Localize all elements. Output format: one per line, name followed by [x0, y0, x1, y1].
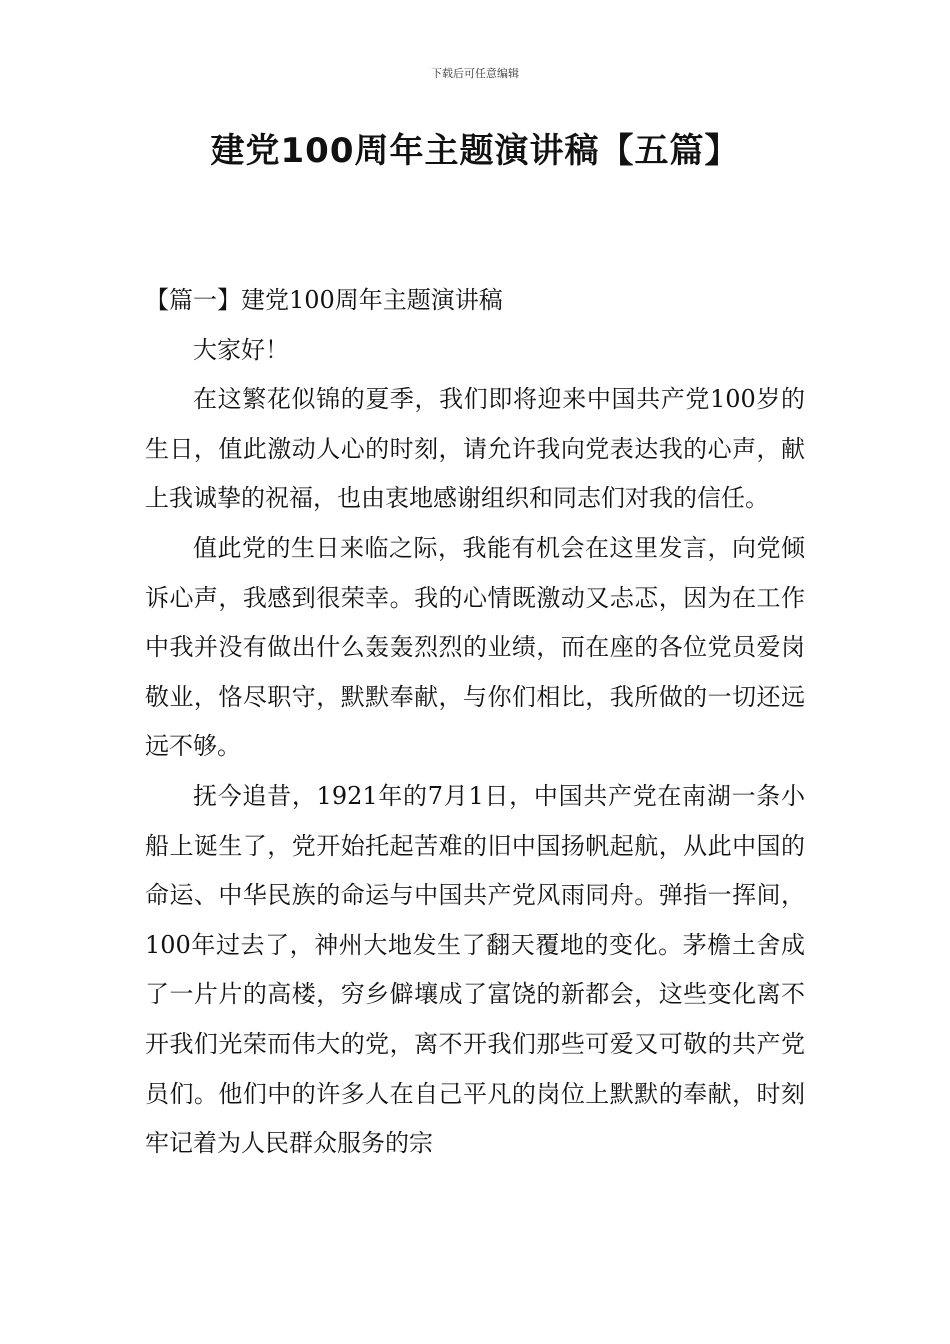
header-note: 下载后可任意编辑 [431, 67, 519, 80]
paragraph: 值此党的生日来临之际，我能有机会在这里发言，向党倾诉心声，我感到很荣幸。我的心情既激动又忐忑，因为在工作中我并没有做出什么轰轰烈烈的业绩，而在座的各位党员爱岗敬业，恪尽职守，默默奉献，与你们相比，我所做的一切还远远不够。 [145, 533, 805, 761]
document-title: 建党100周年主题演讲稿【五篇】 [210, 131, 740, 171]
document-body [145, 276, 805, 1169]
paragraph-greeting: 大家好！ [193, 335, 289, 364]
section-heading: 【篇一】建党100周年主题演讲稿 [145, 286, 503, 314]
paragraph: 在这繁花似锦的夏季，我们即将迎来中国共产党100岁的生日，值此激动人心的时刻，请允许我向党表达我的心声，献上我诚挚的祝福，也由衷地感谢组织和同志们对我的信任。 [145, 385, 805, 513]
paragraph: 抚今追昔，1921年的7月1日，中国共产党在南湖一条小船上诞生了，党开始托起苦难的旧中国扬帆起航，从此中国的命运、中华民族的命运与中国共产党风雨同舟。弹指一挥间，100年过去了，神州大地发生了翻天覆地的变化。茅檐土舍成了一片片的高楼，穷乡僻壤成了富饶的新都会，这些变化离不开我们光荣而伟大的党，离不开我们那些可爱又可敬的共产党员们。他们中的许多人在自己平凡的岗位上默默的奉献，时刻牢记着为人民群众服务的宗 [145, 781, 805, 1158]
